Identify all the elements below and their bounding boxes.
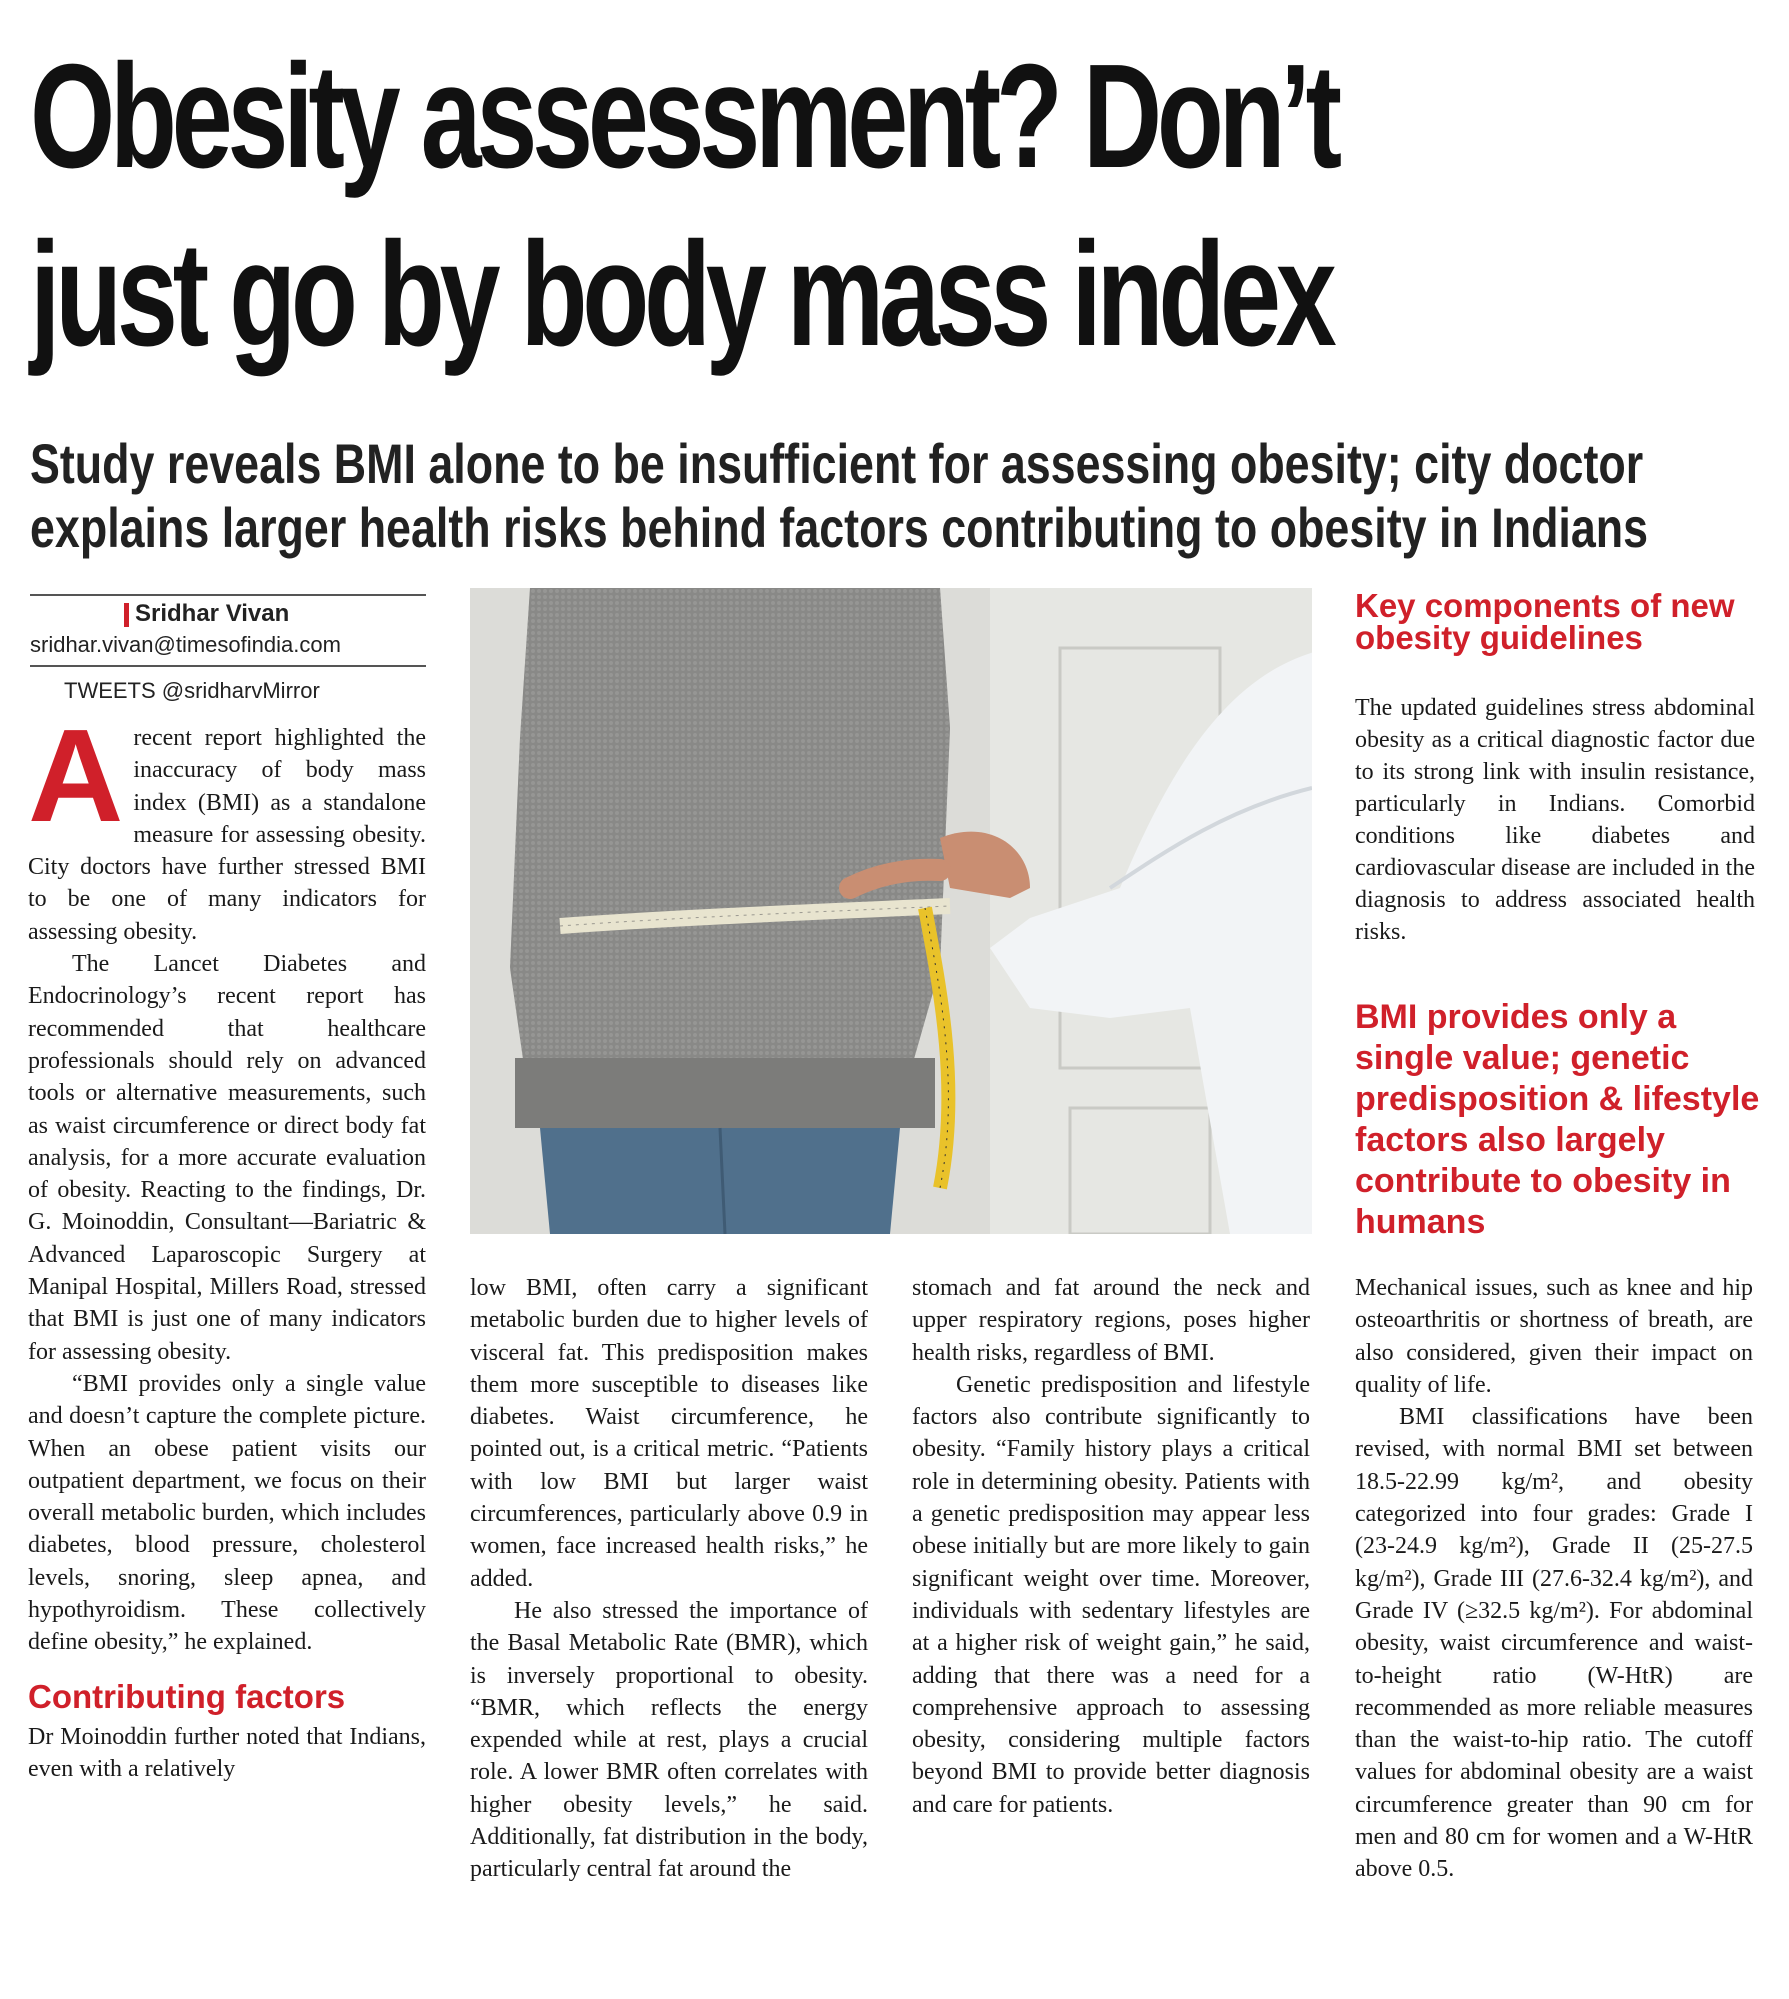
subheadline-line-2: explains larger health risks behind factors contributing to obesity in Indians: [30, 496, 1649, 559]
article-paragraph: stomach and fat around the neck and upper respiratory regions, poses higher health risks, regardless of BMI.: [912, 1275, 1310, 1366]
drop-cap: A: [28, 702, 124, 849]
byline-email: sridhar.vivan@timesofindia.com: [30, 632, 341, 657]
article-paragraph: Dr Moinoddin further noted that Indians, even with a relatively: [28, 1723, 426, 1782]
article-paragraph: The Lancet Diabetes and Endocrinology’s recent report has recommended that healthcare professionals should rely on advanced tools or alternative measurements, such as waist circumference or direct body fat analysis, for a more accurate evaluation of obesity. Reacting to the findings, Dr. G. Moinoddin, Consultant—Bariatric & Advanced Laparoscopic Surgery at Manipal Hospital, Millers Road, stressed that BMI is just one of many indicators for assessing obesity.: [28, 951, 426, 1365]
article-paragraph: Genetic predisposition and lifestyle factors also contribute significantly to obesity. “Family history plays a critical role in determining obesity. Patients with a genetic predisposition may appear less obese initially but are more likely to gain significant weight over time. Moreover, individuals with sedentary lifestyles are at a higher risk of weight gain,” he said, adding that there was a need for a comprehensive approach to assessing obesity, considering multiple factors beyond BMI to provide better diagnosis and care for patients.: [912, 1371, 1310, 1818]
article-paragraph: “BMI provides only a single value and doesn’t capture the complete picture. When an obese patient visits our outpatient department, we focus on their overall metabolic burden, which includes diabetes, blood pressure, cholesterol levels, snoring, sleep apnea, and hypothyroidism. These collectively define obesity,” he explained.: [28, 1370, 426, 1656]
article-column-3: [912, 1272, 1310, 1821]
headline-line-1: Obesity assessment? Don’t: [30, 34, 1337, 199]
photo-illustration: [470, 588, 1312, 1234]
article-paragraph: Mechanical issues, such as knee and hip osteoarthritis or shortness of breath, are also considered, given their impact on quality of life.: [1355, 1275, 1753, 1398]
byline-name: Sridhar Vivan: [135, 600, 290, 627]
section-heading: Contributing factors: [28, 1677, 346, 1715]
byline-bottom-rule: [30, 665, 426, 667]
pull-quote: BMI provides only a single value; genetic predisposition & lifestyle factors also largely contribute to obesity in humans: [1355, 998, 1760, 1241]
subheadline-line-1: Study reveals BMI alone to be insufficient for assessing obesity; city doctor: [30, 432, 1644, 495]
article-column-2: [470, 1272, 868, 1886]
byline-tweets: TWEETS @sridharvMirror: [64, 678, 320, 703]
waist-measurement-photo: [470, 588, 1312, 1234]
sidebar-body: The updated guidelines stress abdominal obesity as a critical diagnostic factor due to its strong link with insulin resistance, particularly in Indians. Comorbid conditions like diabetes and cardiovascular disease are included in the diagnosis to address associated health risks.: [1355, 695, 1755, 945]
subheadline: [30, 432, 1742, 560]
headline-line-2: just go by body mass index: [30, 212, 1332, 377]
article-paragraph: He also stressed the importance of the Basal Metabolic Rate (BMR), which is inversely proportional to obesity. “BMR, which reflects the energy expended while at rest, plays a crucial role. A lower BMR often correlates with higher obesity levels,” he said. Additionally, fat distribution in the body, particularly central fat around the: [470, 1597, 868, 1883]
headline: [30, 28, 1754, 384]
article-column-4: [1355, 1272, 1753, 1886]
byline-top-rule: [30, 594, 426, 596]
sidebar-heading: Key components of new obesity guidelines: [1355, 587, 1735, 656]
article-paragraph: [28, 702, 426, 948]
article-paragraph: low BMI, often carry a significant metabolic burden due to higher levels of visceral fat. This predisposition makes them more susceptible to diseases like diabetes. Waist circumference, he pointed out, is a critical metric. “Patients with low BMI but larger waist circumferences, particularly above 0.9 in women, face increased health risks,” he added.: [470, 1275, 868, 1592]
article-paragraph-text: recent report highlighted the inaccuracy of body mass index (BMI) as a standalone measure for assessing obesity. City doctors have further stressed BMI to be one of many indicators for assessing obesity.: [28, 725, 426, 945]
article-paragraph: BMI classifications have been revised, with normal BMI set between 18.5-22.99 kg/m², and obesity categorized into four grades: Grade I (23-24.9 kg/m²), Grade II (25-27.5 kg/m²), Grade III (27.6-32.4 kg/m²), and Grade IV (≥32.5 kg/m²). For abdominal obesity, waist circumference and waist-to-height ratio (W-HtR) are recommended as more reliable measures than the waist-to-hip ratio. The cutoff values for abdominal obesity are a waist circumference greater than 90 cm for men and 80 cm for women and a W-HtR above 0.5.: [1355, 1404, 1753, 1883]
byline-marker: [124, 603, 129, 627]
article-column-1: [28, 702, 426, 1785]
